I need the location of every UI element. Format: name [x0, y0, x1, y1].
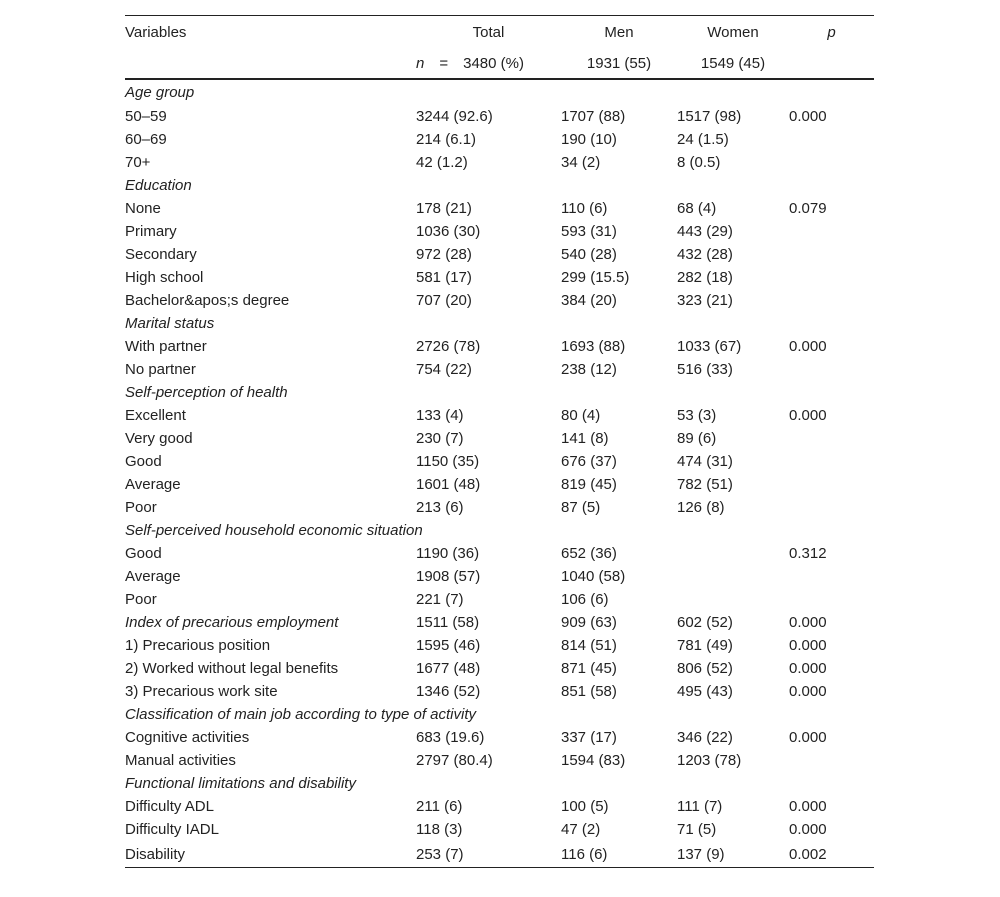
- row-label: Difficulty IADL: [125, 821, 219, 838]
- row-women-cell: 89 (6): [677, 430, 717, 447]
- row-women-cell: 111 (7): [677, 798, 723, 815]
- row-women-cell: 516 (33): [677, 361, 733, 378]
- row-label: 60–69: [125, 131, 167, 148]
- row-total-cell: 42 (1.2): [416, 154, 468, 171]
- table-row: [125, 427, 874, 450]
- table-row: [125, 243, 874, 266]
- row-p-cell: [789, 427, 874, 450]
- section-header-row: [125, 519, 874, 542]
- n-women: 1549 (45): [677, 49, 789, 79]
- row-men-cell: 676 (37): [561, 453, 617, 470]
- row-women-cell: 346 (22): [677, 729, 733, 746]
- row-men-cell: 384 (20): [561, 292, 617, 309]
- section-title: Index of precarious employment: [125, 614, 339, 631]
- table-row: [125, 634, 874, 657]
- row-total-cell: 754 (22): [416, 361, 472, 378]
- row-men-cell: 80 (4): [561, 407, 601, 424]
- row-total-cell: 3244 (92.6): [416, 108, 493, 125]
- table-row: [125, 220, 874, 243]
- table-row: [125, 128, 874, 151]
- row-women-cell: 806 (52): [677, 660, 733, 677]
- row-women-cell: 782 (51): [677, 476, 733, 493]
- row-women-cell: 781 (49): [677, 637, 733, 654]
- row-men-cell: 871 (45): [561, 660, 617, 677]
- row-total-cell: 1601 (48): [416, 476, 481, 493]
- row-p-cell: [789, 588, 874, 611]
- row-p-cell: 0.312: [789, 545, 827, 562]
- row-total-cell: 118 (3): [416, 821, 463, 838]
- row-women-cell: 443 (29): [677, 223, 733, 240]
- row-p-cell: [789, 565, 874, 588]
- table-row: [125, 565, 874, 588]
- table-row: [125, 841, 874, 868]
- row-label: Poor: [125, 591, 157, 608]
- section-title: Classification of main job according to type of activity: [125, 706, 476, 723]
- row-total-cell: 230 (7): [416, 430, 464, 447]
- table-row: [125, 680, 874, 703]
- row-label: Average: [125, 568, 181, 585]
- table-row: [125, 450, 874, 473]
- row-total-cell: 214 (6.1): [416, 131, 477, 148]
- row-p-cell: 0.000: [789, 821, 827, 838]
- row-women-cell: 282 (18): [677, 269, 733, 286]
- row-men-cell: 116 (6): [561, 841, 677, 868]
- section-total-cell: 1511 (58): [416, 614, 480, 631]
- row-men-cell: 34 (2): [561, 154, 601, 171]
- section-header-row: [125, 312, 874, 335]
- row-men-cell: 1040 (58): [561, 568, 626, 585]
- header-men: Men: [561, 16, 677, 50]
- table-row: [125, 657, 874, 680]
- row-p-cell: [789, 128, 874, 151]
- row-label: Difficulty ADL: [125, 798, 214, 815]
- row-label: 70+: [125, 154, 151, 171]
- row-total-cell: 683 (19.6): [416, 729, 485, 746]
- row-total-cell: 707 (20): [416, 292, 472, 309]
- table-row: [125, 105, 874, 128]
- row-men-cell: 593 (31): [561, 223, 617, 240]
- row-men-cell: 299 (15.5): [561, 269, 630, 286]
- row-p-cell: 0.000: [789, 108, 827, 125]
- row-label: High school: [125, 269, 204, 286]
- row-label: Excellent: [125, 407, 186, 424]
- section-women-cell: 602 (52): [677, 614, 733, 631]
- row-p-cell: [789, 450, 874, 473]
- row-label: Cognitive activities: [125, 729, 250, 746]
- row-total-cell: 1150 (35): [416, 453, 480, 470]
- row-women-cell: [677, 588, 789, 611]
- table-row: [125, 358, 874, 381]
- row-label: 1) Precarious position: [125, 637, 271, 654]
- row-total-cell: 581 (17): [416, 269, 472, 286]
- row-label: Poor: [125, 499, 157, 516]
- row-label: With partner: [125, 338, 207, 355]
- table-row: [125, 289, 874, 312]
- table-row: [125, 266, 874, 289]
- row-p-cell: [789, 358, 874, 381]
- section-title: Marital status: [125, 315, 215, 332]
- row-women-cell: 495 (43): [677, 683, 733, 700]
- row-label: None: [125, 200, 161, 217]
- row-women-cell: 68 (4): [677, 200, 717, 217]
- row-total-cell: 1190 (36): [416, 545, 480, 562]
- row-women-cell: 432 (28): [677, 246, 733, 263]
- row-women-cell: 1203 (78): [677, 752, 742, 769]
- row-p-cell: 0.000: [789, 407, 827, 424]
- row-men-cell: 106 (6): [561, 591, 609, 608]
- row-p-cell: [789, 496, 874, 519]
- row-p-cell: [789, 289, 874, 312]
- section-title: Functional limitations and disability: [125, 775, 356, 792]
- row-women-cell: 1033 (67): [677, 338, 742, 355]
- row-p-cell: 0.000: [789, 637, 827, 654]
- row-men-cell: 540 (28): [561, 246, 617, 263]
- row-label: Very good: [125, 430, 193, 447]
- row-label: Manual activities: [125, 752, 236, 769]
- row-p-cell: 0.000: [789, 338, 827, 355]
- section-men-cell: 909 (63): [561, 614, 617, 631]
- row-p-cell: [789, 749, 874, 772]
- row-total-cell: 2726 (78): [416, 338, 481, 355]
- row-men-cell: 47 (2): [561, 821, 601, 838]
- row-men-cell: 190 (10): [561, 131, 617, 148]
- n-men: 1931 (55): [561, 49, 677, 79]
- row-total-cell: 211 (6): [416, 798, 463, 815]
- table-row: [125, 473, 874, 496]
- row-men-cell: 238 (12): [561, 361, 617, 378]
- row-total-cell: 972 (28): [416, 246, 472, 263]
- section-header-row: [125, 611, 874, 634]
- row-men-cell: 141 (8): [561, 430, 609, 447]
- row-total-cell: 1908 (57): [416, 568, 481, 585]
- row-men-cell: 652 (36): [561, 545, 617, 562]
- row-men-cell: 819 (45): [561, 476, 617, 493]
- table-row: [125, 795, 874, 818]
- row-label: Average: [125, 476, 181, 493]
- section-header-row: [125, 79, 874, 105]
- table-row: [125, 404, 874, 427]
- row-label: No partner: [125, 361, 196, 378]
- row-women-cell: 71 (5): [677, 821, 717, 838]
- table-row: [125, 197, 874, 220]
- table-row: [125, 749, 874, 772]
- row-women-cell: 126 (8): [677, 499, 725, 516]
- row-label: Good: [125, 453, 162, 470]
- row-total-cell: 213 (6): [416, 499, 464, 516]
- row-label: Bachelor&apos;s degree: [125, 292, 290, 309]
- section-header-row: [125, 772, 874, 795]
- row-label: 50–59: [125, 108, 167, 125]
- sample-size-row: [125, 49, 874, 79]
- row-total-cell: 2797 (80.4): [416, 752, 493, 769]
- section-p-cell: 0.000: [789, 614, 827, 631]
- table-row: [125, 151, 874, 174]
- row-p-cell: [789, 151, 874, 174]
- row-men-cell: 1693 (88): [561, 338, 626, 355]
- row-women-cell: 137 (9): [677, 841, 789, 868]
- row-p-cell: 0.000: [789, 660, 827, 677]
- row-women-cell: [677, 565, 789, 588]
- section-title: Age group: [125, 84, 195, 101]
- n-total-value: 3480 (%): [463, 55, 524, 72]
- section-title: Self-perceived household economic situation: [125, 522, 423, 539]
- header-row: [125, 16, 874, 50]
- table-body: [125, 79, 874, 868]
- row-women-cell: 474 (31): [677, 453, 733, 470]
- row-men-cell: 1707 (88): [561, 108, 626, 125]
- row-total-cell: 1036 (30): [416, 223, 481, 240]
- row-total-cell: 221 (7): [416, 591, 464, 608]
- section-title: Self-perception of health: [125, 384, 288, 401]
- row-label: Primary: [125, 223, 177, 240]
- row-label: Disability: [125, 841, 416, 868]
- row-p-cell: [789, 266, 874, 289]
- table-row: [125, 588, 874, 611]
- row-total-cell: 1677 (48): [416, 660, 481, 677]
- row-men-cell: 1594 (83): [561, 752, 626, 769]
- section-header-row: [125, 381, 874, 404]
- row-p-cell: [789, 473, 874, 496]
- row-p-cell: 0.002: [789, 841, 874, 868]
- row-total-cell: 1346 (52): [416, 683, 481, 700]
- section-header-row: [125, 703, 874, 726]
- header-p: p: [789, 16, 874, 50]
- table-row: [125, 496, 874, 519]
- row-total-cell: 253 (7): [416, 841, 561, 868]
- row-p-cell: 0.000: [789, 798, 827, 815]
- row-p-cell: [789, 243, 874, 266]
- row-men-cell: 100 (5): [561, 798, 609, 815]
- characteristics-table: [125, 15, 874, 868]
- table-row: [125, 726, 874, 749]
- header-variables: Variables: [125, 16, 416, 50]
- table-row: [125, 542, 874, 565]
- table-row: [125, 335, 874, 358]
- header-total: Total: [416, 16, 561, 50]
- row-total-cell: 133 (4): [416, 407, 464, 424]
- row-men-cell: 337 (17): [561, 729, 617, 746]
- row-men-cell: 110 (6): [561, 200, 608, 217]
- row-women-cell: 24 (1.5): [677, 131, 729, 148]
- header-women: Women: [677, 16, 789, 50]
- row-men-cell: 851 (58): [561, 683, 617, 700]
- n-total: [416, 49, 561, 79]
- row-label: Secondary: [125, 246, 197, 263]
- row-women-cell: 323 (21): [677, 292, 733, 309]
- section-header-row: [125, 174, 874, 197]
- row-p-cell: 0.079: [789, 200, 827, 217]
- row-total-cell: 178 (21): [416, 200, 472, 217]
- n-symbol: n: [416, 55, 425, 72]
- section-title: Education: [125, 177, 192, 194]
- row-women-cell: 53 (3): [677, 407, 717, 424]
- row-p-cell: 0.000: [789, 729, 827, 746]
- row-women-cell: [677, 542, 789, 565]
- row-women-cell: 8 (0.5): [677, 154, 721, 171]
- row-p-cell: 0.000: [789, 683, 827, 700]
- row-men-cell: 87 (5): [561, 499, 601, 516]
- row-label: Good: [125, 545, 162, 562]
- n-equals: =: [439, 55, 449, 72]
- row-total-cell: 1595 (46): [416, 637, 481, 654]
- row-label: 2) Worked without legal benefits: [125, 660, 339, 677]
- row-women-cell: 1517 (98): [677, 108, 742, 125]
- row-men-cell: 814 (51): [561, 637, 617, 654]
- row-label: 3) Precarious work site: [125, 683, 278, 700]
- table-row: [125, 818, 874, 841]
- row-p-cell: [789, 220, 874, 243]
